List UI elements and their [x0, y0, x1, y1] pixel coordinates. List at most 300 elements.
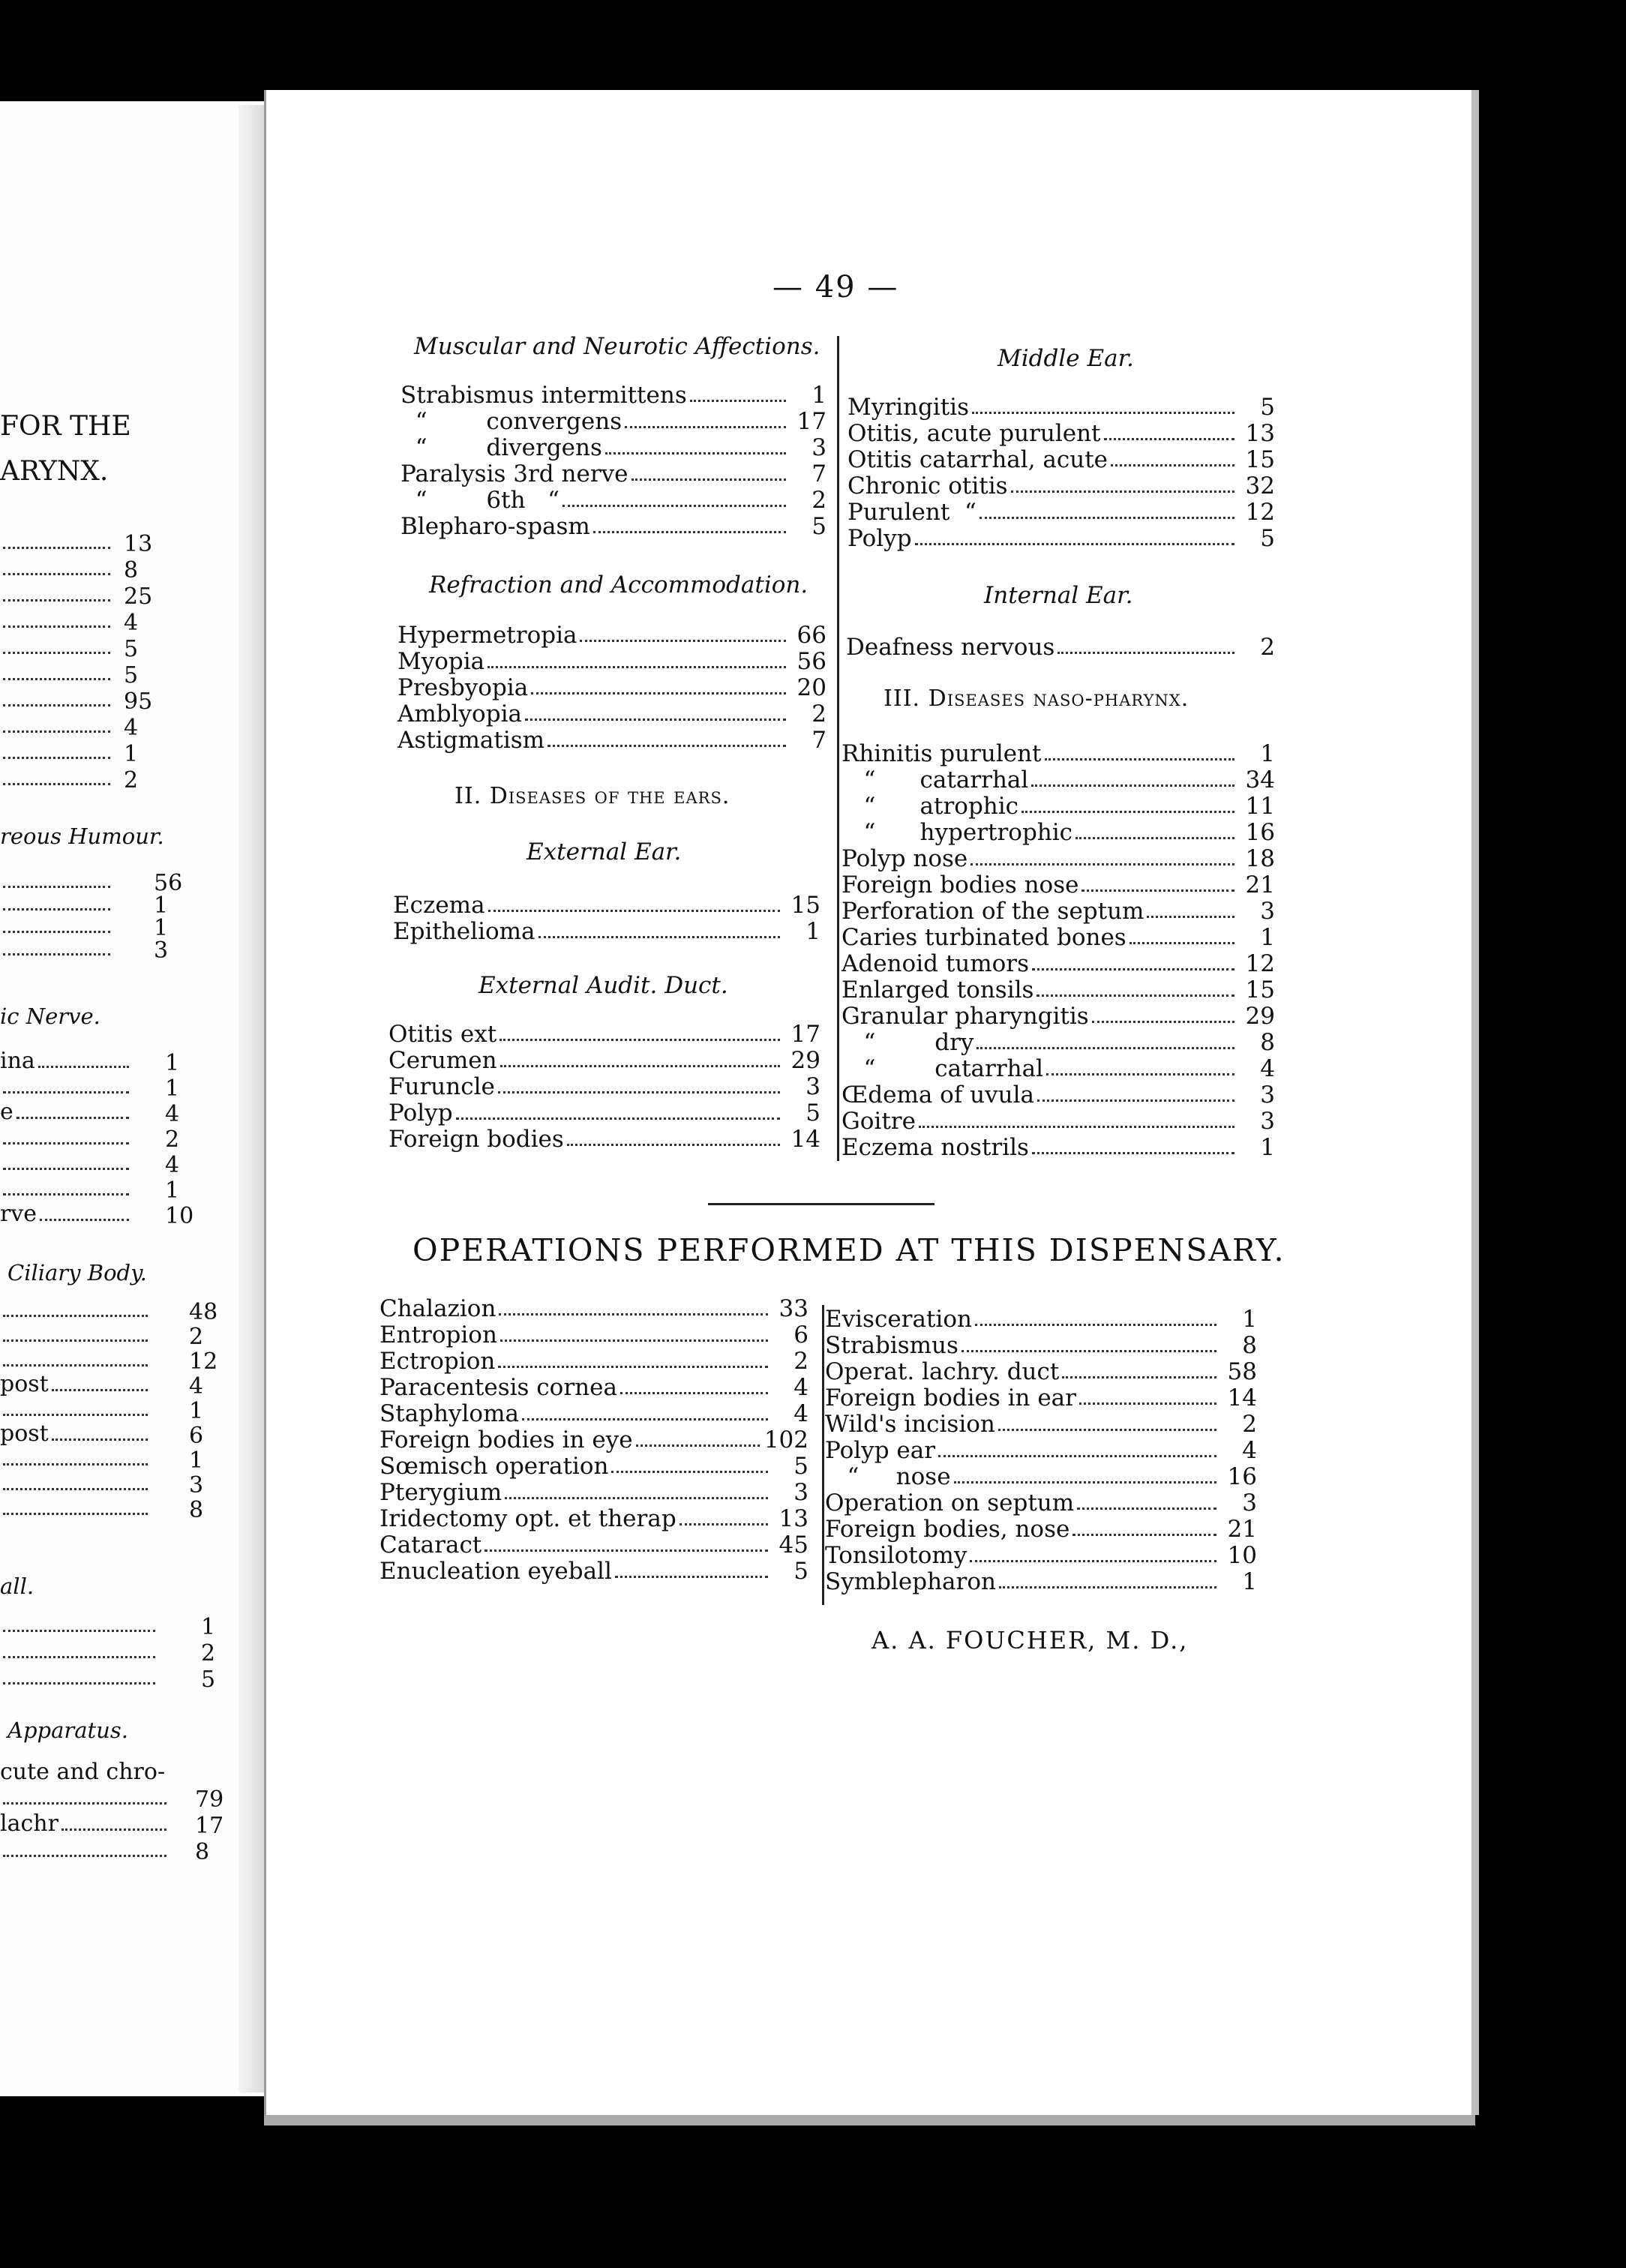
heading-muscular: Muscular and Neurotic Affections.: [414, 333, 820, 360]
item-count: 15: [790, 892, 820, 919]
list-item: [825, 1569, 1257, 1595]
left-item-count: 1: [154, 892, 169, 919]
dot-leader: [690, 400, 786, 402]
list-item: [380, 1375, 808, 1401]
item-count: 16: [1245, 819, 1275, 846]
list-item: [393, 919, 820, 945]
left-item-count: 6: [189, 1423, 204, 1449]
list-item: [825, 1516, 1257, 1543]
item-count: 3: [1242, 1490, 1257, 1516]
left-item-count: 10: [165, 1203, 194, 1229]
dot-leader: [3, 953, 110, 956]
list-item: [842, 741, 1275, 767]
left-item-count: 79: [195, 1786, 224, 1813]
left-list-item: [0, 1785, 172, 1810]
item-count: 3: [812, 434, 826, 461]
dot-leader: [3, 908, 110, 910]
item-count: 4: [1260, 1055, 1275, 1082]
item-label: “ convergens: [400, 408, 622, 435]
list-item: [825, 1359, 1257, 1385]
left-heading-apparatus: Apparatus.: [8, 1718, 128, 1743]
item-count: 14: [1227, 1384, 1257, 1412]
left-list-item: [0, 1471, 154, 1496]
dot-leader: [593, 531, 786, 533]
dot-leader: [3, 730, 110, 733]
item-label: Polyp ear: [825, 1437, 936, 1464]
left-list-item: [0, 1372, 154, 1397]
dot-leader: [1022, 811, 1234, 813]
item-label: Myringitis: [848, 394, 969, 421]
list-item: [842, 820, 1275, 846]
list-item: [380, 1427, 808, 1454]
dot-leader: [1062, 1376, 1216, 1378]
left-item-count: 3: [154, 938, 169, 964]
left-item-count: 1: [165, 1076, 180, 1102]
dot-leader: [3, 1315, 148, 1317]
list-item: [825, 1438, 1257, 1464]
item-label: “ atrophic: [842, 793, 1019, 820]
item-label: Evisceration: [825, 1306, 972, 1333]
item-count: 2: [812, 700, 826, 728]
left-item-label: e: [0, 1099, 14, 1125]
item-label: Foreign bodies: [388, 1126, 564, 1153]
left-item-count: 5: [124, 662, 139, 688]
left-item-count: 1: [189, 1448, 204, 1474]
dot-leader: [975, 1324, 1216, 1326]
list-item: [380, 1296, 808, 1322]
item-count: 32: [1245, 472, 1275, 500]
item-count: 18: [1245, 845, 1275, 872]
left-item-count: 1: [124, 741, 139, 767]
dot-leader: [525, 718, 786, 721]
page-number: — 49 —: [772, 270, 899, 304]
dot-leader: [938, 1455, 1216, 1457]
left-list-item: [0, 661, 116, 686]
list-item: [380, 1454, 808, 1480]
dot-leader: [498, 1091, 780, 1094]
item-label: Cerumen: [388, 1047, 497, 1074]
dot-leader: [615, 1576, 768, 1578]
list-item: [380, 1532, 808, 1558]
dot-leader: [3, 886, 110, 888]
left-list-item: [0, 713, 116, 739]
section-divider-rule: [708, 1203, 934, 1205]
left-item-count: 1: [165, 1050, 180, 1076]
section-naso-pharynx: [884, 686, 1189, 712]
dot-leader: [1079, 1402, 1216, 1405]
dot-leader: [1045, 758, 1234, 760]
page-bottom-edge: [264, 2115, 1475, 2126]
item-label: Otitis ext: [388, 1021, 497, 1048]
list-item: [848, 421, 1275, 447]
dot-leader: [3, 783, 110, 785]
item-count: 2: [794, 1348, 808, 1375]
section-ears: [454, 783, 730, 809]
item-label: Paralysis 3rd nerve: [400, 460, 628, 488]
left-list-item: [0, 1100, 135, 1125]
dot-leader: [972, 412, 1234, 414]
left-item-label: post: [0, 1371, 49, 1397]
item-count: 1: [806, 918, 820, 945]
item-count: 20: [796, 674, 826, 701]
list-item: [842, 1030, 1275, 1056]
item-count: 5: [812, 513, 826, 540]
item-count: 13: [1245, 420, 1275, 447]
list-item: [825, 1306, 1257, 1333]
left-item-count: 13: [124, 531, 153, 557]
item-label: Foreign bodies in ear: [825, 1384, 1076, 1412]
item-label: Presbyopia: [398, 674, 529, 701]
item-count: 16: [1227, 1463, 1257, 1490]
left-list-item: [0, 582, 116, 608]
left-item-count: 1: [189, 1398, 204, 1424]
left-list-item: [0, 914, 116, 939]
list-item: [398, 649, 826, 675]
left-list-item: [0, 740, 116, 765]
item-count: 7: [812, 460, 826, 488]
left-item-count: 25: [124, 584, 153, 610]
list-item: [842, 977, 1275, 1004]
item-label: Hypermetropia: [398, 622, 578, 649]
item-label: Enlarged tonsils: [842, 976, 1034, 1004]
item-label: Myopia: [398, 648, 485, 675]
list-item: [842, 1056, 1275, 1082]
dot-leader: [3, 1855, 166, 1857]
left-list-item: [0, 1176, 135, 1202]
dot-leader: [1092, 1021, 1234, 1023]
dot-leader: [538, 936, 780, 938]
list-item: [842, 925, 1275, 951]
item-count: 5: [806, 1100, 820, 1126]
dot-leader: [915, 543, 1234, 545]
dot-leader: [52, 1389, 148, 1391]
dot-leader: [970, 1560, 1216, 1562]
list-refraction: [398, 622, 826, 754]
item-label: Entropion: [380, 1322, 497, 1348]
item-count: 17: [796, 408, 826, 435]
left-item-count: 48: [189, 1299, 218, 1325]
operations-title: OPERATIONS PERFORMED AT THIS DISPENSARY.: [412, 1232, 1286, 1268]
left-item-label: ina: [0, 1048, 35, 1074]
item-label: Eczema nostrils: [842, 1134, 1029, 1161]
dot-leader: [1076, 837, 1234, 839]
item-label: Iridectomy opt. et therap: [380, 1505, 676, 1532]
list-middle-ear: [848, 394, 1275, 552]
left-heading-ball: all.: [0, 1574, 34, 1599]
item-label: Furuncle: [388, 1073, 495, 1100]
item-label: Blepharo-spasm: [400, 513, 590, 540]
item-count: 7: [812, 727, 826, 754]
list-item: [842, 872, 1275, 898]
list-item: [842, 1108, 1275, 1135]
item-label: “ catarrhal: [842, 766, 1029, 794]
item-count: 1: [812, 382, 826, 409]
item-count: 10: [1227, 1542, 1257, 1569]
item-count: 2: [812, 487, 826, 514]
item-count: 3: [806, 1073, 820, 1100]
item-label: Otitis catarrhal, acute: [848, 446, 1108, 473]
dot-leader: [484, 1550, 768, 1552]
left-page-title-line1: FOR THE: [0, 411, 131, 442]
left-list-item: [0, 556, 116, 581]
left-item-count: 1: [154, 915, 169, 941]
dot-leader: [1011, 490, 1234, 493]
dot-leader: [3, 1364, 148, 1366]
left-heading-vitreous: reous Humour.: [0, 824, 164, 849]
left-list-item: [0, 1811, 172, 1837]
item-count: 2: [1260, 634, 1275, 661]
item-count: 4: [794, 1374, 808, 1401]
dot-leader: [1111, 464, 1234, 466]
list-item: [388, 1100, 820, 1126]
dot-leader: [1077, 1508, 1216, 1510]
dot-leader: [3, 1340, 148, 1342]
column-divider: [837, 336, 839, 1161]
list-item: [380, 1506, 808, 1532]
item-count: 5: [794, 1558, 808, 1585]
left-list-item: [0, 1446, 154, 1472]
left-item-count: 4: [124, 715, 139, 741]
left-item-count: 2: [201, 1640, 216, 1666]
dot-leader: [970, 863, 1234, 866]
left-list-item: [0, 1396, 154, 1422]
dot-leader: [38, 1066, 129, 1068]
item-count: 29: [1245, 1003, 1275, 1030]
dot-leader: [1104, 438, 1234, 440]
item-label: “ dry: [842, 1029, 974, 1056]
list-item: [842, 1082, 1275, 1108]
dot-leader: [488, 666, 786, 668]
item-label: Symblepharon: [825, 1568, 996, 1595]
list-item: [398, 622, 826, 649]
item-count: 29: [790, 1047, 820, 1074]
item-count: 12: [1245, 950, 1275, 977]
left-page-title-line2: ARYNX.: [0, 456, 109, 487]
list-item: [400, 488, 826, 514]
dot-leader: [976, 1047, 1234, 1049]
item-count: 4: [1242, 1437, 1257, 1464]
item-label: Pterygium: [380, 1479, 502, 1506]
item-count: 58: [1227, 1358, 1257, 1385]
list-item: [846, 634, 1275, 661]
list-item: [842, 767, 1275, 794]
dot-leader: [1130, 942, 1234, 944]
list-item: [388, 1074, 820, 1100]
left-list-item: [0, 1074, 135, 1100]
item-count: 45: [778, 1532, 808, 1558]
list-item: [848, 473, 1275, 500]
dot-leader: [499, 1313, 768, 1316]
left-heading-ciliary: Ciliary Body.: [8, 1260, 147, 1286]
left-item-count: 1: [165, 1178, 180, 1204]
item-count: 1: [1260, 924, 1275, 951]
list-item: [825, 1543, 1257, 1569]
item-label: Operation on septum: [825, 1490, 1075, 1516]
dot-leader: [962, 1350, 1216, 1352]
dot-leader: [999, 1586, 1216, 1588]
left-item-count: 4: [165, 1101, 180, 1127]
item-label: Strabismus intermittens: [400, 382, 687, 409]
dot-leader: [954, 1481, 1216, 1484]
item-count: 4: [794, 1400, 808, 1427]
list-operations-left: [380, 1296, 808, 1585]
left-item-count: 2: [189, 1324, 204, 1350]
dot-leader: [456, 1118, 780, 1120]
dot-leader: [620, 1392, 768, 1394]
list-item: [825, 1385, 1257, 1412]
item-label: Purulent “: [848, 499, 976, 526]
dot-leader: [580, 640, 786, 642]
dot-leader: [632, 478, 787, 481]
item-label: Polyp nose: [842, 845, 968, 872]
item-label: Chalazion: [380, 1295, 496, 1322]
item-label: Staphyloma: [380, 1400, 519, 1427]
dot-leader: [3, 547, 110, 549]
section-naso-title: Diseases naso-pharynx.: [928, 686, 1190, 712]
list-item: [848, 394, 1275, 421]
dot-leader: [1037, 1100, 1234, 1102]
item-label: “ hypertrophic: [842, 819, 1073, 846]
left-item-count: 1: [201, 1614, 216, 1640]
item-count: 5: [1260, 525, 1275, 552]
list-external-ear: [393, 892, 820, 945]
left-item-count: 8: [195, 1839, 210, 1865]
left-list-item: [0, 1838, 172, 1863]
item-label: “ catarrhal: [842, 1055, 1044, 1082]
left-item-label: lachr: [0, 1810, 58, 1837]
item-label: Eczema: [393, 892, 485, 919]
list-item: [825, 1490, 1257, 1516]
list-item: [380, 1322, 808, 1348]
item-count: 102: [764, 1426, 808, 1454]
list-item: [842, 846, 1275, 872]
dot-leader: [3, 626, 110, 628]
heading-middle-ear: Middle Ear.: [998, 345, 1134, 372]
dot-leader: [998, 1429, 1216, 1431]
item-label: Otitis, acute purulent: [848, 420, 1101, 447]
left-item-count: 4: [189, 1373, 204, 1400]
page-edge: [1472, 90, 1479, 2115]
left-item-count: 95: [124, 688, 153, 715]
list-item: [380, 1480, 808, 1506]
item-label: Enucleation eyeball: [380, 1558, 612, 1585]
dot-leader: [548, 745, 786, 747]
left-list-item: [0, 1665, 161, 1690]
dot-leader: [605, 452, 786, 454]
item-label: Cataract: [380, 1532, 482, 1558]
dot-leader: [980, 517, 1234, 519]
left-list-item: [0, 1639, 161, 1664]
item-label: “ 6th “: [400, 487, 560, 514]
list-internal-ear: [846, 634, 1275, 661]
left-item-count: 8: [124, 557, 139, 584]
list-item: [398, 675, 826, 701]
list-muscular: [400, 382, 826, 540]
item-count: 14: [790, 1126, 820, 1153]
item-label: Foreign bodies in eye: [380, 1426, 633, 1454]
dot-leader: [3, 931, 110, 933]
dot-leader: [531, 692, 786, 694]
dot-leader: [3, 1682, 155, 1684]
dot-leader: [488, 910, 780, 912]
item-count: 34: [1245, 766, 1275, 794]
heading-internal-ear: Internal Ear.: [984, 582, 1133, 609]
left-list-item: [0, 891, 116, 916]
dot-leader: [3, 1193, 129, 1196]
item-count: 21: [1227, 1516, 1257, 1543]
dot-leader: [636, 1444, 760, 1447]
list-item: [842, 1004, 1275, 1030]
list-item: [848, 526, 1275, 552]
list-item: [400, 382, 826, 409]
item-label: “ divergens: [400, 434, 602, 461]
dot-leader: [16, 1117, 129, 1119]
list-item: [388, 1048, 820, 1074]
item-label: Paracentesis cornea: [380, 1374, 617, 1401]
item-label: Rhinitis purulent: [842, 740, 1042, 767]
dot-leader: [3, 704, 110, 706]
dot-leader: [505, 1497, 768, 1499]
list-item: [825, 1333, 1257, 1359]
list-item: [825, 1464, 1257, 1490]
dot-leader: [3, 1091, 129, 1094]
left-item-count: 4: [124, 610, 139, 636]
left-item-count: 5: [124, 636, 139, 662]
item-count: 33: [778, 1295, 808, 1322]
item-label: Astigmatism: [398, 727, 545, 754]
item-label: Operat. lachry. duct: [825, 1358, 1060, 1385]
dot-leader: [3, 1656, 155, 1658]
list-item: [825, 1412, 1257, 1438]
dot-leader: [3, 757, 110, 759]
heading-refraction: Refraction and Accommodation.: [429, 572, 808, 598]
item-count: 15: [1245, 446, 1275, 473]
item-count: 21: [1245, 872, 1275, 898]
item-count: 3: [1260, 898, 1275, 925]
dot-leader: [1032, 968, 1234, 970]
dot-leader: [500, 1065, 780, 1067]
dot-leader: [1046, 1073, 1234, 1076]
left-list-item: [0, 1150, 135, 1176]
left-list-item: [0, 1202, 135, 1227]
item-count: 6: [794, 1322, 808, 1348]
item-label: Caries turbinated bones: [842, 924, 1126, 951]
left-item-count: 17: [195, 1813, 224, 1839]
left-list-item: [0, 634, 116, 660]
list-item: [400, 514, 826, 540]
item-label: Chronic otitis: [848, 472, 1008, 500]
list-item: [393, 892, 820, 919]
item-label: Ectropion: [380, 1348, 496, 1375]
dot-leader: [522, 1418, 768, 1420]
list-naso-pharynx: [842, 741, 1275, 1161]
left-item-count: 56: [154, 870, 183, 896]
dot-leader: [3, 1463, 148, 1466]
list-item: [848, 447, 1275, 473]
item-label: Polyp: [388, 1100, 453, 1126]
dot-leader: [3, 1630, 155, 1632]
list-item: [842, 951, 1275, 977]
left-item-count: 3: [189, 1472, 204, 1498]
item-label: Sœmisch operation: [380, 1453, 609, 1480]
list-item: [398, 701, 826, 728]
item-count: 3: [1260, 1108, 1275, 1135]
item-label: Foreign bodies nose: [842, 872, 1079, 898]
left-list-item: [0, 1496, 154, 1521]
dot-leader: [562, 505, 786, 507]
dot-leader: [611, 1471, 768, 1473]
item-count: 5: [1260, 394, 1275, 421]
